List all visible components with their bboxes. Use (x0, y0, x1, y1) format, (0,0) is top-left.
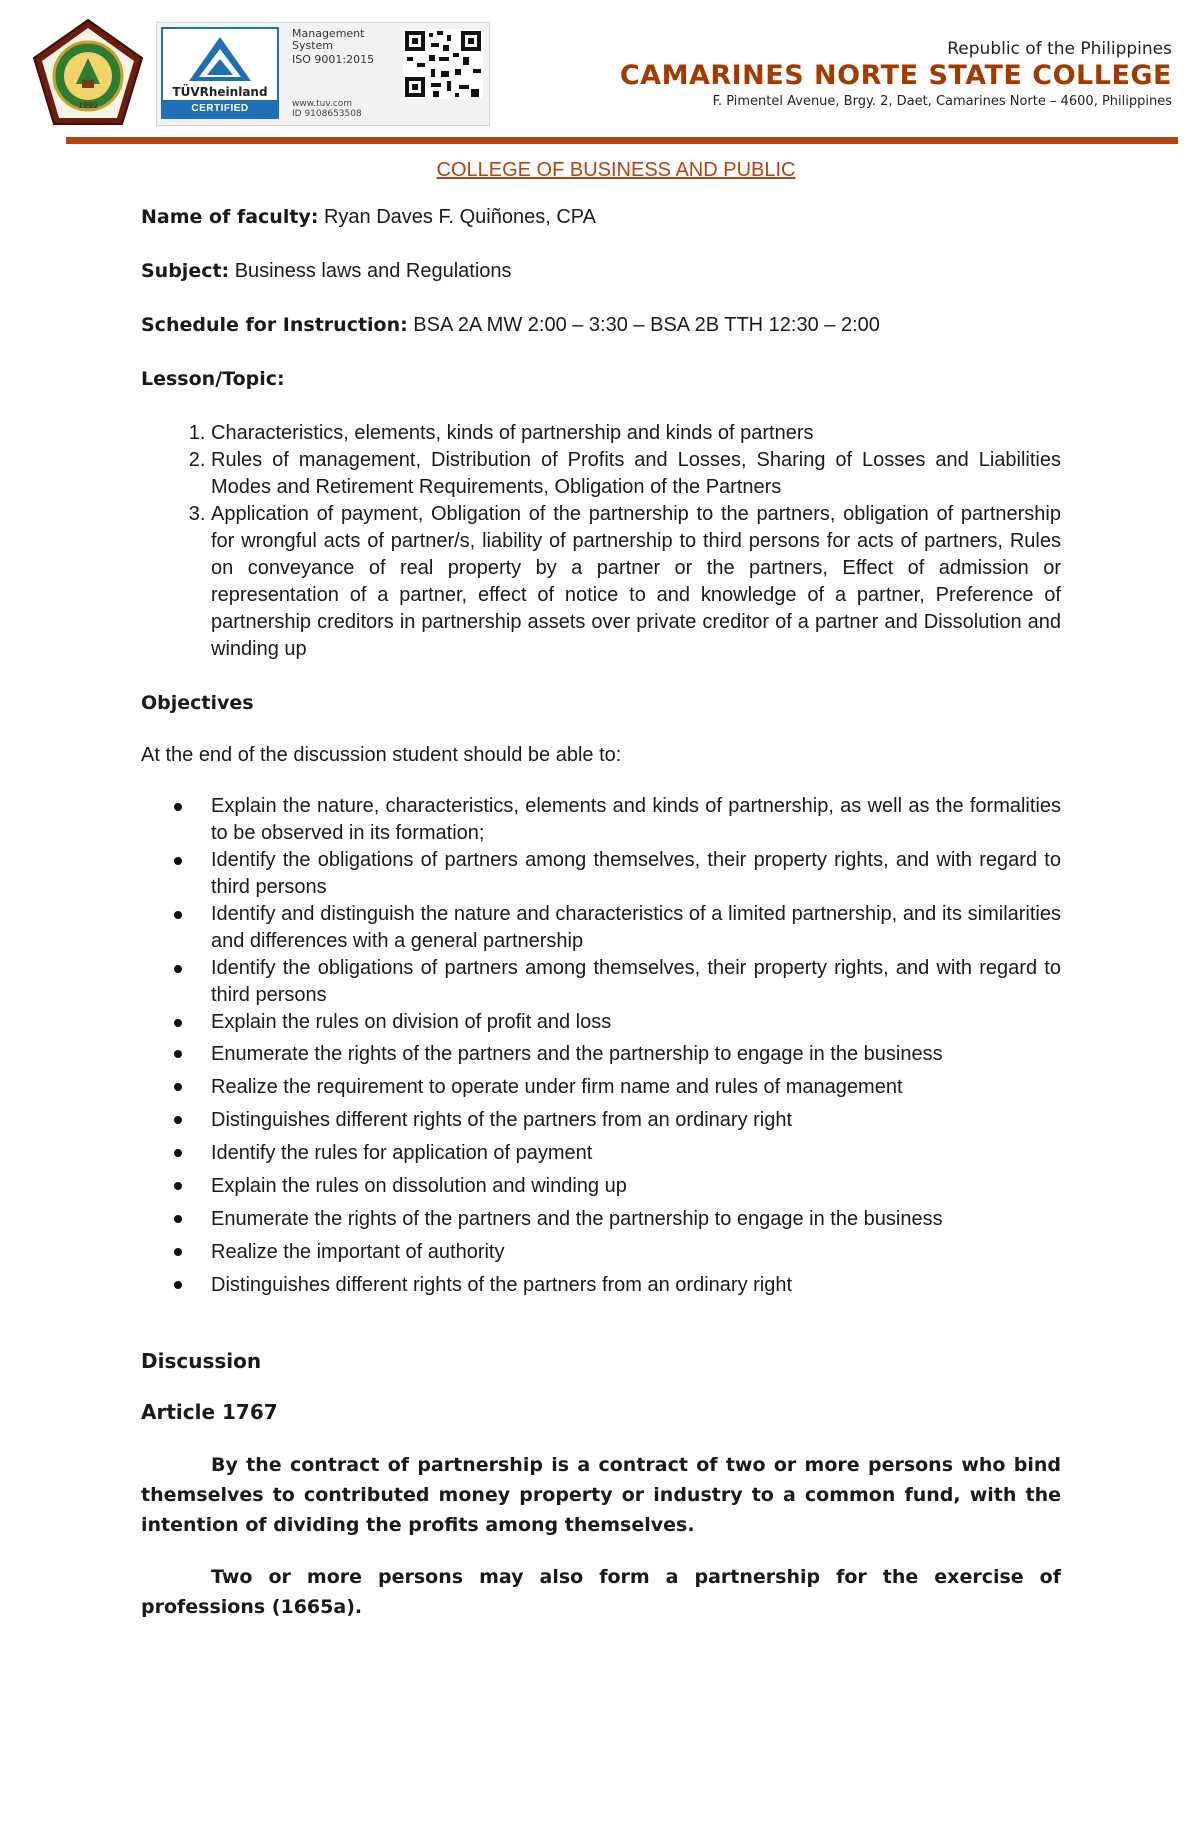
list-item: Explain the nature, characteristics, elements and kinds of partnership, as well as the formalities to be observed in its formation; (211, 793, 1061, 847)
faculty-value: Ryan Daves F. Quiñones, CPA (318, 206, 596, 228)
schedule-value: BSA 2A MW 2:00 – 3:30 – BSA 2B TTH 12:30 – 2:00 (407, 314, 880, 336)
list-item: Realize the important of authority (211, 1238, 1061, 1267)
document-body (141, 204, 1061, 1644)
topic-list (141, 420, 1061, 663)
list-item: Identify the rules for application of payment (211, 1139, 1061, 1168)
list-item: Enumerate the rights of the partners and the partnership to engage in the business (211, 1040, 1061, 1069)
list-item: 3. Application of payment, Obligation of the partnership to the partners, obligation of partnership for wrongful acts of partner/s, liability of partnership to third persons for acts of partners, Rules on conveyance of real property by a partner or the partners, Effect of admission or representation of a partner, effect of notice to and knowledge of a partner, Preference of partnership creditors in partnership assets over private creditor of a partner and Dissolution and winding up (211, 501, 1061, 663)
header-divider (66, 137, 1178, 144)
schedule-field (141, 312, 1061, 339)
list-item: Realize the requirement to operate under firm name and rules of management (211, 1073, 1061, 1102)
iso-certification-badge (156, 22, 490, 126)
college-seal-logo (30, 18, 146, 128)
qr-code-icon (403, 29, 483, 99)
list-item: Distinguishes different rights of the partners from an ordinary right (211, 1271, 1061, 1300)
list-item: 2. Rules of management, Distribution of Profits and Losses, Sharing of Losses and Liabilities Modes and Retirement Requirements, Obligation of the Partners (211, 447, 1061, 501)
article-heading: Article 1767 (141, 1400, 278, 1424)
article-paragraph-2: Two or more persons may also form a partnership for the exercise of professions (1665a). (141, 1566, 1061, 1618)
department-title: COLLEGE OF BUSINESS AND PUBLIC (436, 159, 796, 181)
mgmt-line-2: System (292, 39, 334, 52)
cert-site (292, 99, 362, 119)
college-name: CAMARINES NORTE STATE COLLEGE (619, 60, 1172, 91)
faculty-field (141, 204, 1061, 231)
list-item: Identify the obligations of partners among themselves, their property rights, and with regard to third persons (211, 955, 1061, 1009)
list-item: Identify the obligations of partners among themselves, their property rights, and with regard to third persons (211, 847, 1061, 901)
lesson-topic-heading: Lesson/Topic: (141, 368, 285, 390)
subject-field (141, 258, 1061, 285)
iso-standard: ISO 9001:2015 (292, 53, 375, 66)
list-item: Distinguishes different rights of the partners from an ordinary right (211, 1106, 1061, 1135)
seal-year: 1992 (77, 101, 99, 110)
faculty-label: Name of faculty: (141, 206, 319, 228)
list-item: Explain the rules on dissolution and winding up (211, 1172, 1061, 1201)
subject-value: Business laws and Regulations (229, 260, 512, 282)
discussion-heading: Discussion (141, 1349, 262, 1373)
objectives-intro: At the end of the discussion student should be able to: (141, 744, 622, 766)
tuv-triangle-icon (187, 35, 253, 83)
republic-heading: Republic of the Philippines (947, 39, 1172, 59)
tuv-logo (161, 27, 279, 119)
schedule-label: Schedule for Instruction: (141, 314, 408, 336)
cert-id: ID 9108653508 (292, 109, 362, 119)
subject-label: Subject: (141, 260, 230, 282)
objective-list (141, 793, 1061, 1300)
certified-label: CERTIFIED (163, 100, 277, 117)
list-item: Explain the rules on division of profit and loss (211, 1009, 1061, 1036)
list-item: 1. Characteristics, elements, kinds of partnership and kinds of partners (211, 420, 1061, 447)
objectives-heading: Objectives (141, 692, 254, 714)
college-address: F. Pimentel Avenue, Brgy. 2, Daet, Camarines Norte – 4600, Philippines (712, 94, 1172, 109)
article-paragraph-1: By the contract of partnership is a contract of two or more persons who bind themselves to contributed money property or industry to a common fund, with the intention of dividing the profits among themselves. (141, 1454, 1061, 1536)
tuv-brand: TÜVRheinland (172, 85, 268, 99)
list-item: Identify and distinguish the nature and characteristics of a limited partnership, and its similarities and differences with a general partnership (211, 901, 1061, 955)
mgmt-line-1: Management (292, 27, 365, 40)
management-system-text (292, 28, 384, 66)
list-item: Enumerate the rights of the partners and the partnership to engage in the business (211, 1205, 1061, 1234)
cert-url: www.tuv.com (292, 99, 353, 109)
